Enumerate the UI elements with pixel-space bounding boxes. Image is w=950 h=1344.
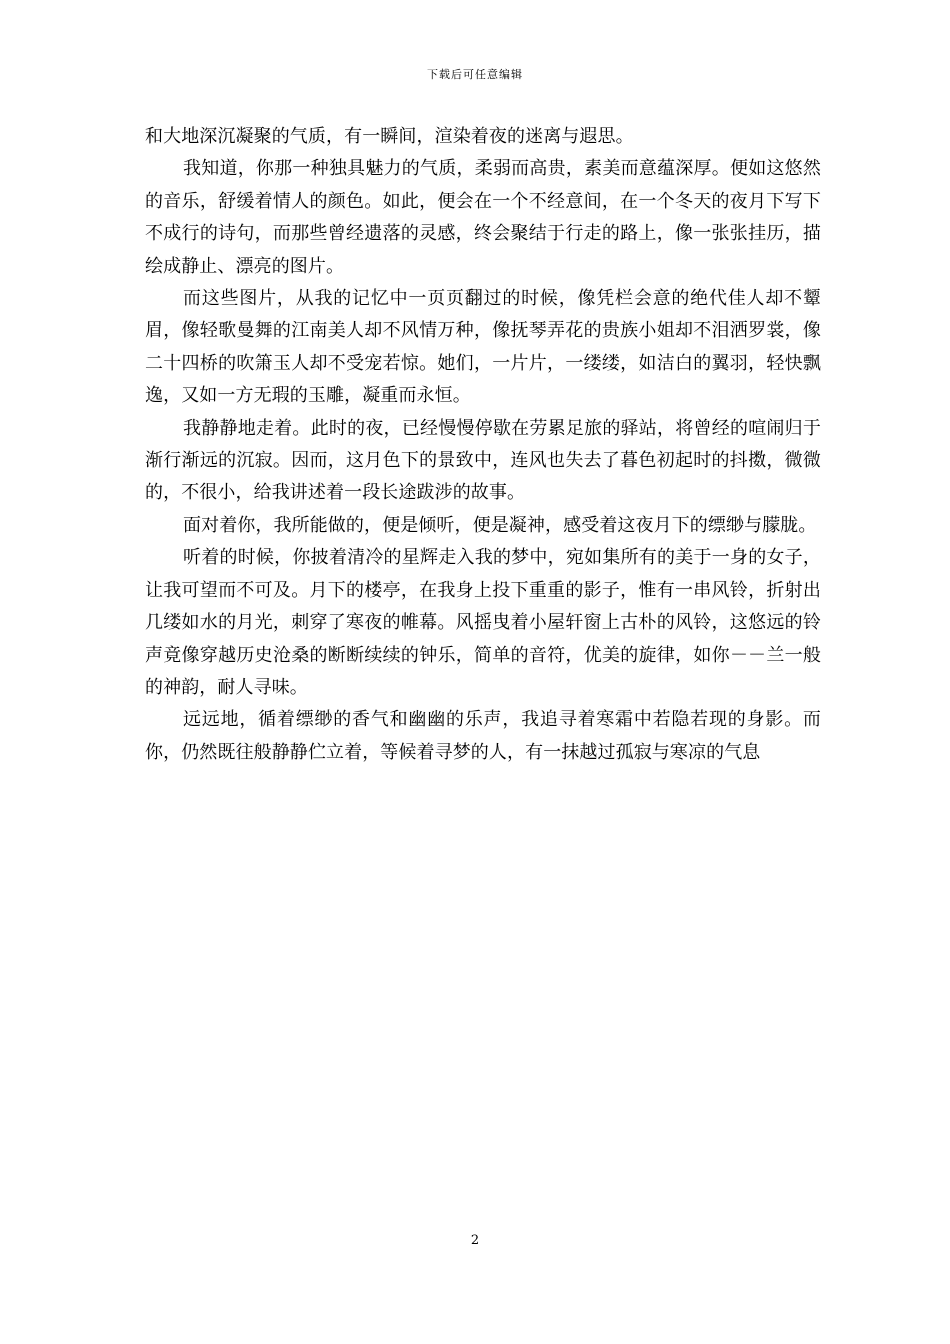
document-body — [145, 121, 821, 769]
paragraph-continuation: 和大地深沉凝聚的气质，有一瞬间，渲染着夜的迷离与遐思。 — [145, 126, 634, 147]
paragraph: 我知道，你那一种独具魅力的气质，柔弱而高贵，素美而意蕴深厚。便如这悠然的音乐，舒缓着情人的颜色。如此，便会在一个不经意间，在一个冬天的夜月下写下不成行的诗句，而那些曾经遗落的灵感，终会聚结于行走的路上，像一张张挂历，描绘成静止、漂亮的图片。 — [145, 158, 821, 277]
page-header: 下载后可任意编辑 — [427, 68, 523, 81]
paragraph: 我静静地走着。此时的夜，已经慢慢停歇在劳累足旅的驿站，将曾经的喧闹归于渐行渐远的沉寂。因而，这月色下的景致中，连风也失去了暮色初起时的抖擞，微微的，不很小，给我讲述着一段长途跋涉的故事。 — [145, 417, 821, 504]
paragraph: 听着的时候，你披着清冷的星辉走入我的梦中，宛如集所有的美于一身的女子，让我可望而不可及。月下的楼亭，在我身上投下重重的影子，惟有一串风铃，折射出几缕如水的月光，刺穿了寒夜的帷幕。风摇曳着小屋轩窗上古朴的风铃，这悠远的铃声竟像穿越历史沧桑的断断续续的钟乐，简单的音符，优美的旋律，如你－－兰一般的神韵，耐人寻味。 — [145, 547, 821, 698]
paragraph: 面对着你，我所能做的，便是倾听，便是凝神，感受着这夜月下的缥缈与朦胧。 — [183, 514, 817, 536]
paragraph: 而这些图片，从我的记忆中一页页翻过的时候，像凭栏会意的绝代佳人却不颦眉，像轻歌曼舞的江南美人却不风情万种，像抚琴弄花的贵族小姐却不泪洒罗裳，像二十四桥的吹箫玉人却不受宠若惊。她们，一片片，一缕缕，如洁白的翼羽，轻快飘逸，又如一方无瑕的玉雕，凝重而永恒。 — [145, 288, 821, 407]
page-number: 2 — [470, 1233, 480, 1248]
paragraph: 远远地，循着缥缈的香气和幽幽的乐声，我追寻着寒霜中若隐若现的身影。而你，仍然既往般静静伫立着，等候着寻梦的人，有一抹越过孤寂与寒凉的气息 — [145, 709, 821, 763]
